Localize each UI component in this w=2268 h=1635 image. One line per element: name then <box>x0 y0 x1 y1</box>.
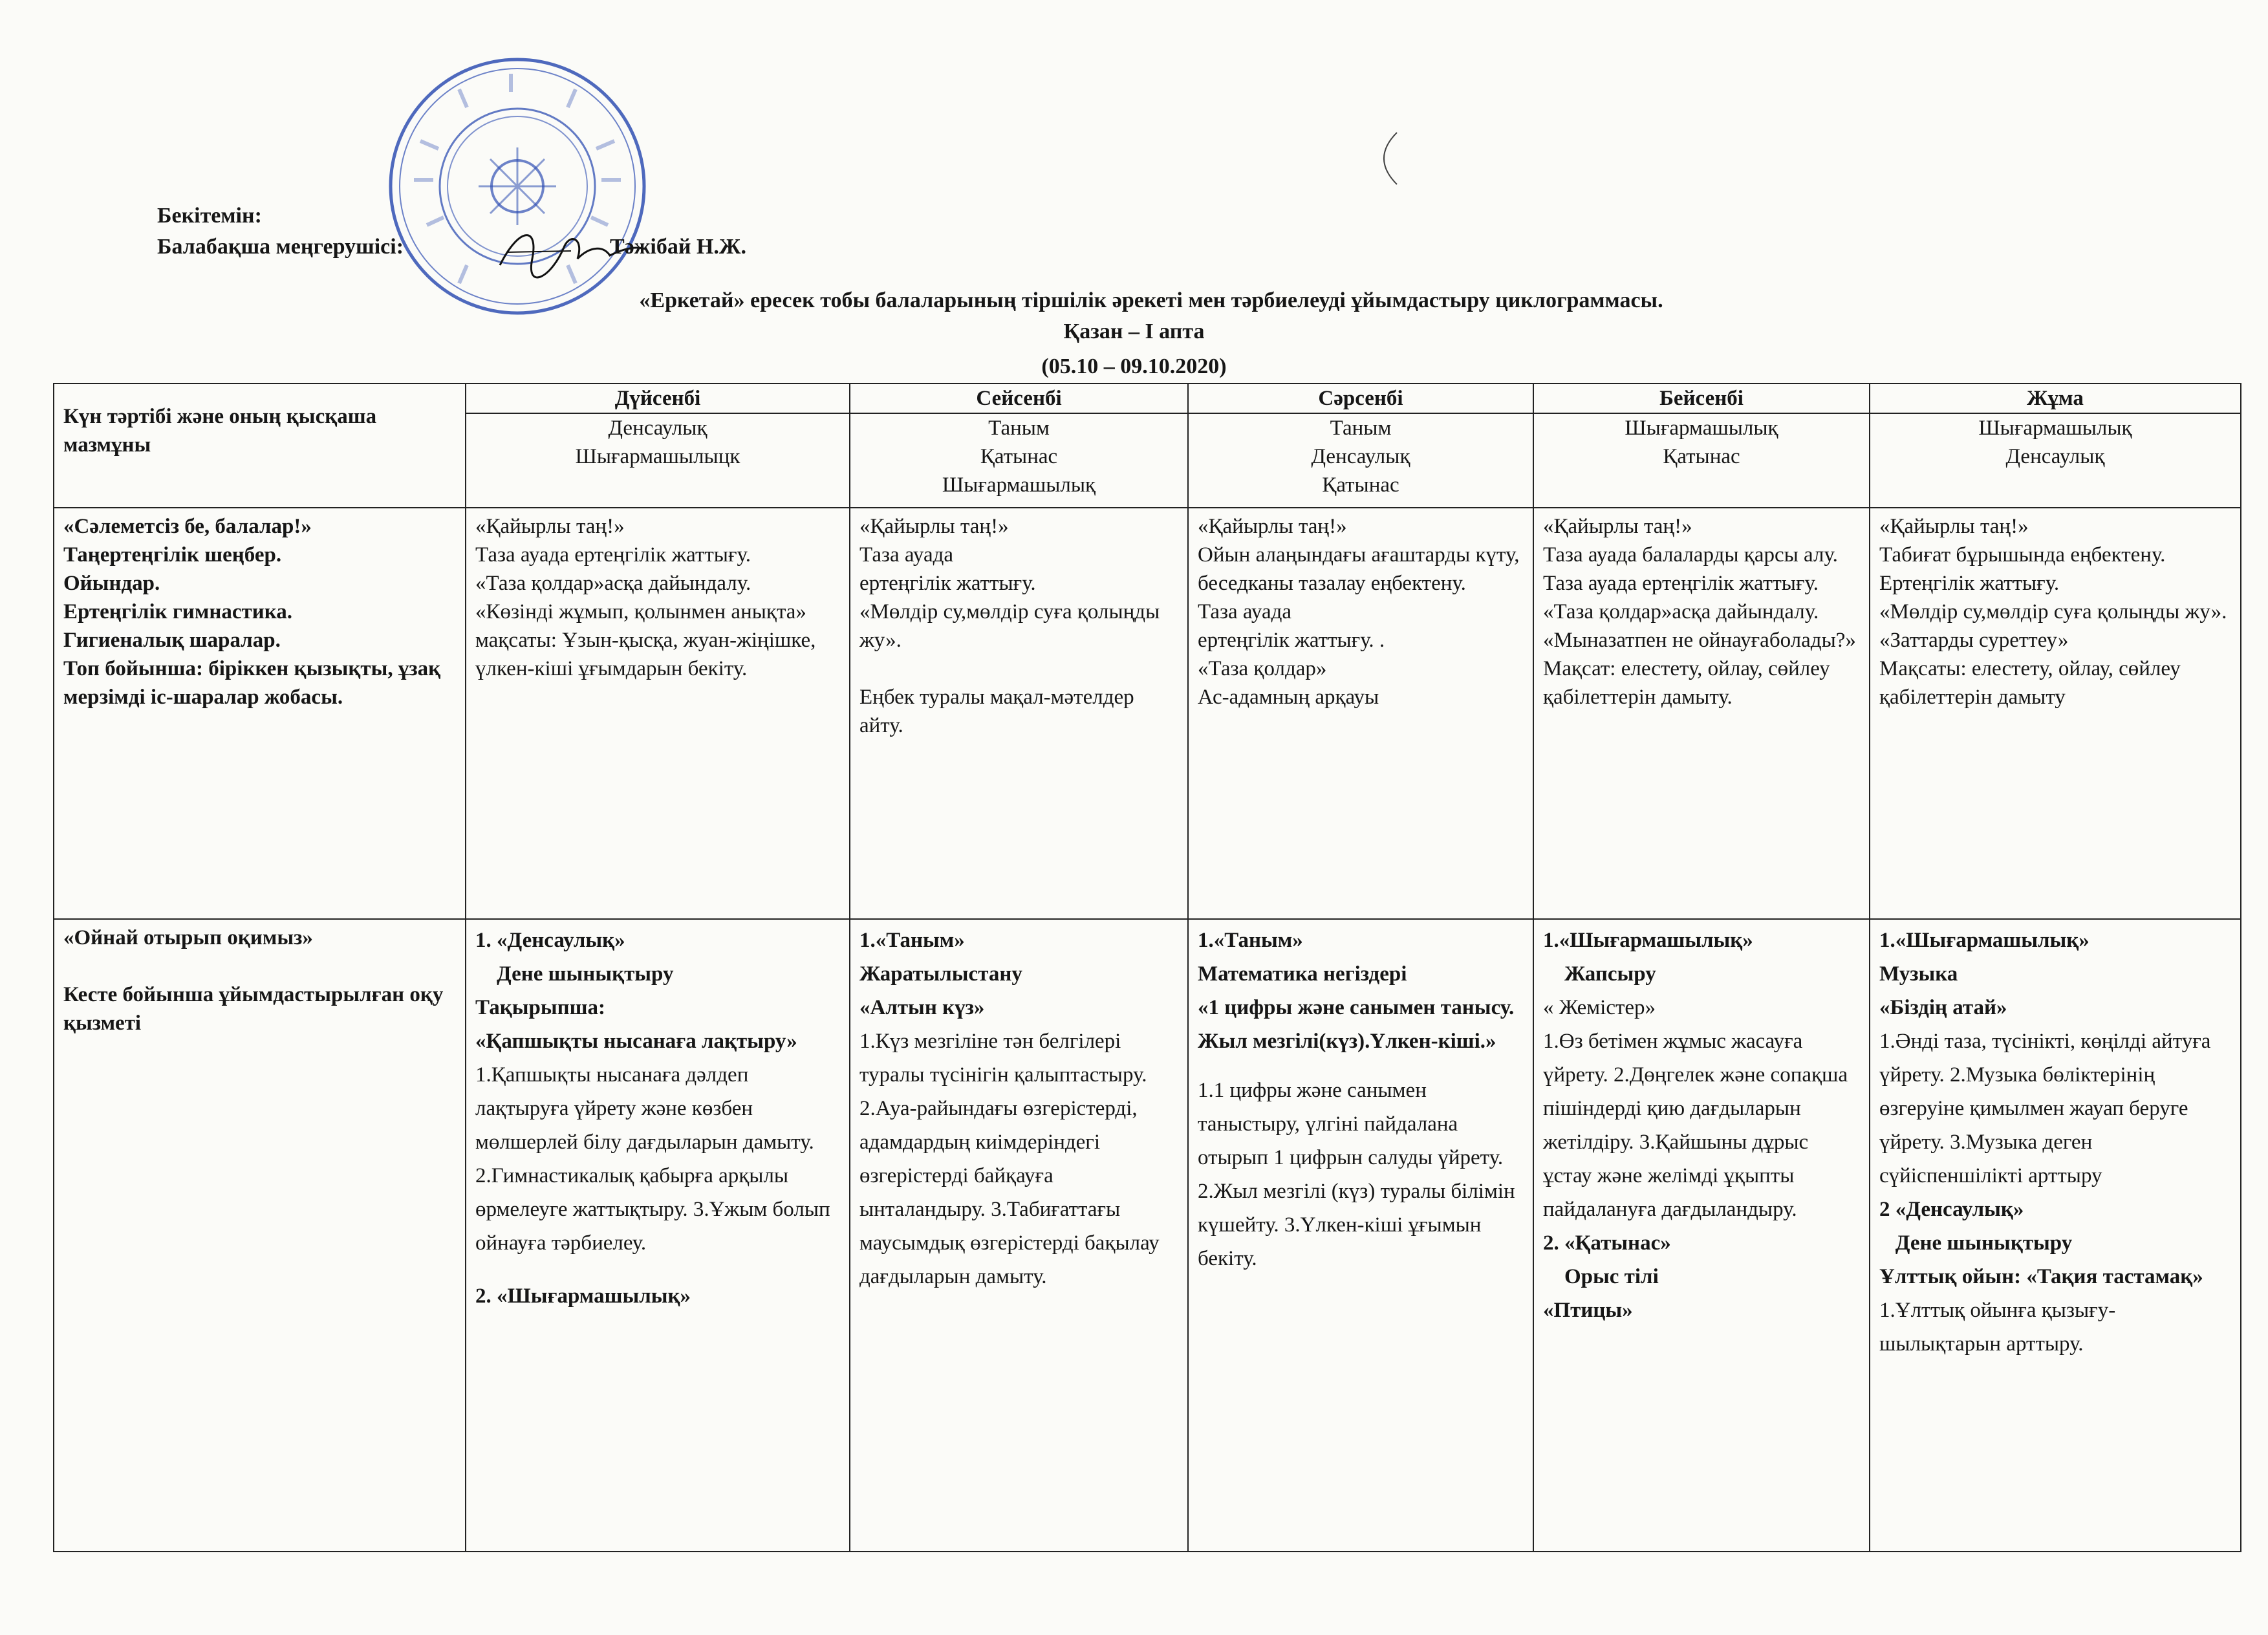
lesson-topic: «Біздің атай» <box>1879 996 2007 1019</box>
morning-cell: «Қайырлы таң!» Таза ауада балаларды қарсы алу. Таза ауада ертеңгілік жаттығу. «Таза қолдар»асқа дайындалу. «Мыназатпен не ойнауғаболады?» Мақсат: елестету, ойлау, сөйлеу қабілеттерін дамыту. <box>1533 508 1870 919</box>
day-areas: Таным Қатынас Шығармашылық <box>850 413 1188 508</box>
lesson-cell-wednesday <box>1188 919 1533 1552</box>
lesson-goals: 1.Қапшықты нысанаға дәлдеп лақтыруға үйрету және көзбен мөлшерлей білу дағдыларын дамыту. 2.Гимнастикалық қабырға арқылы өрмелеуге жаттықтыру. 3.Ұжым болып ойнауға тәрбиелеу. <box>475 1063 830 1255</box>
lesson-goals: 1.Күз мезгіліне тән белгілері туралы түсінігін қалыптастыру. 2.Ауа-райындағы өзгерістерді, адамдардың киімдеріндегі өзгерістерді байқауға ынталандыру. 3.Табиғаттағы маусымдық өзгерістерді бақылау дағдыларын дамыту. <box>859 1030 1160 1288</box>
lesson-goals: 1.Ұлттық ойынға қызығу-шылықтарын арттыру. <box>1879 1299 2116 1356</box>
lesson-goals: 1.Өз бетімен жұмыс жасауға үйрету. 2.Дөңгелек және сопақша пішіндерді қию дағдыларын жетілдіру. 3.Қайшыны дұрыс ұстау және желімді ұқыпты пайдалануға дағдыландыру. <box>1543 1030 1848 1221</box>
day-areas: Денсаулық Шығармашылыцк <box>466 413 850 508</box>
corner-header: Күн тәртібі және оның қысқаша мазмұны <box>54 384 466 508</box>
lesson-heading: 1.«Таным» <box>1198 929 1303 952</box>
lesson-heading: 2. «Қатынас» <box>1543 1231 1671 1255</box>
lessons-label-desc: Кесте бойынша ұйымдастырылған оқу қызметі <box>63 983 444 1035</box>
lesson-cell-thursday <box>1533 919 1870 1552</box>
lesson-topic: «1 цифры және санымен танысу. Жыл мезгілі(күз).Үлкен-кіші.» <box>1198 996 1515 1053</box>
lesson-subject: Музыка <box>1879 962 1958 986</box>
scan-artifact <box>1365 129 1410 188</box>
lesson-topic: «Алтын күз» <box>859 996 985 1019</box>
morning-cell: «Қайырлы таң!» Ойын алаңындағы ағаштарды күту, беседканы тазалау еңбектену. Таза ауада ертеңгілік жаттығу. . «Таза қолдар» Ас-адамның арқауы <box>1188 508 1533 919</box>
lessons-label <box>54 919 466 1552</box>
lesson-heading: 1.«Шығармашылық» <box>1879 929 2090 952</box>
date-range: (05.10 – 09.10.2020) <box>1041 354 1227 378</box>
lesson-topic: Ұлттық ойын: «Тақия тастамақ» <box>1879 1265 2203 1288</box>
lesson-subject: Математика негіздері <box>1198 962 1407 986</box>
morning-cell: «Қайырлы таң!» Таза ауада ертеңгілік жаттығу. «Мөлдір су,мөлдір суға қолыңды жу». Еңбек туралы мақал-мәтелдер айту. <box>850 508 1188 919</box>
day-header: Бейсенбі <box>1533 384 1870 413</box>
approval-block <box>157 200 747 263</box>
morning-row <box>54 508 2241 919</box>
lesson-subject: Орыс тілі <box>1543 1265 1659 1288</box>
day-header: Сейсенбі <box>850 384 1188 413</box>
head-name: Тәжібай Н.Ж. <box>610 235 747 259</box>
head-position: Балабақша меңгерушісі: <box>157 235 404 259</box>
lesson-heading: 1.«Шығармашылық» <box>1543 929 1753 952</box>
lessons-label-title: «Ойнай отырып оқимыз» <box>63 926 313 949</box>
cyclogram-table <box>53 383 2241 1552</box>
day-areas: Шығармашылық Денсаулық <box>1870 413 2241 508</box>
day-header: Жұма <box>1870 384 2241 413</box>
document-title: «Еркетай» ересек тобы балаларының тіршілік әрекеті мен тәрбиелеуді ұйымдастыру циклограммасы. <box>639 288 1663 312</box>
lesson-topic: «Қапшықты нысанаға лақтыру» <box>475 1030 797 1053</box>
lesson-subject: Дене шынықтыру <box>475 962 674 986</box>
lesson-topic-label: Тақырыпша: <box>475 996 605 1019</box>
approval-label: Бекітемін: <box>157 204 262 228</box>
lesson-cell-friday <box>1870 919 2241 1552</box>
lesson-subject: Жаратылыстану <box>859 962 1022 986</box>
lesson-heading: 2. «Шығармашылық» <box>475 1284 691 1308</box>
morning-cell: «Қайырлы таң!» Табиғат бұрышында еңбектену. Ертеңгілік жаттығу. «Мөлдір су,мөлдір суға қолыңды жу». «Заттарды суреттеу» Мақсаты: елестету, ойлау, сөйлеу қабілеттерін дамыту <box>1870 508 2241 919</box>
day-header: Сәрсенбі <box>1188 384 1533 413</box>
header-row-days <box>54 384 2241 413</box>
lesson-topic: « Жемістер» <box>1543 996 1656 1019</box>
morning-label: «Сәлеметсіз бе, балалар!» Таңертеңгілік шеңбер. Ойындар. Ертеңгілік гимнастика. Гигиеналық шаралар. Топ бойынша: біріккен қызықты, ұзақ мерзімді іс-шаралар жобасы. <box>54 508 466 919</box>
week-label: Қазан – I апта <box>1063 319 1205 343</box>
lesson-topic: «Птицы» <box>1543 1299 1633 1322</box>
day-areas: Шығармашылық Қатынас <box>1533 413 1870 508</box>
lessons-row <box>54 919 2241 1552</box>
morning-cell: «Қайырлы таң!» Таза ауада ертеңгілік жаттығу. «Таза қолдар»асқа дайындалу. «Көзінді жұмып, қолынмен анықта» мақсаты: Ұзын-қысқа, жуан-жіңішке, үлкен-кіші ұғымдарын бекіту. <box>466 508 850 919</box>
day-header: Дүйсенбі <box>466 384 850 413</box>
lesson-subject: Жапсыру <box>1543 962 1656 986</box>
lesson-goals: 1.1 цифры және санымен таныстыру, үлгіні пайдалана отырып 1 цифрын салуды үйрету. 2.Жыл мезгілі (күз) туралы білімін күшейту. 3.Үлкен-кіші ұғымын бекіту. <box>1198 1079 1515 1270</box>
day-areas: Таным Денсаулық Қатынас <box>1188 413 1533 508</box>
lesson-subject: Дене шынықтыру <box>1879 1231 2073 1255</box>
lesson-heading: 1. «Денсаулық» <box>475 929 625 952</box>
lesson-cell-tuesday <box>850 919 1188 1552</box>
lesson-heading: 1.«Таным» <box>859 929 965 952</box>
lesson-cell-monday <box>466 919 850 1552</box>
lesson-heading: 2 «Денсаулық» <box>1879 1198 2024 1221</box>
lesson-goals: 1.Әнді таза, түсінікті, көңілді айтуға үйрету. 2.Музыка бөліктерінің өзгеруіне қимылмен жауап беруге үйрету. 3.Музыка деген сүйіспеншілікті арттыру <box>1879 1030 2211 1187</box>
